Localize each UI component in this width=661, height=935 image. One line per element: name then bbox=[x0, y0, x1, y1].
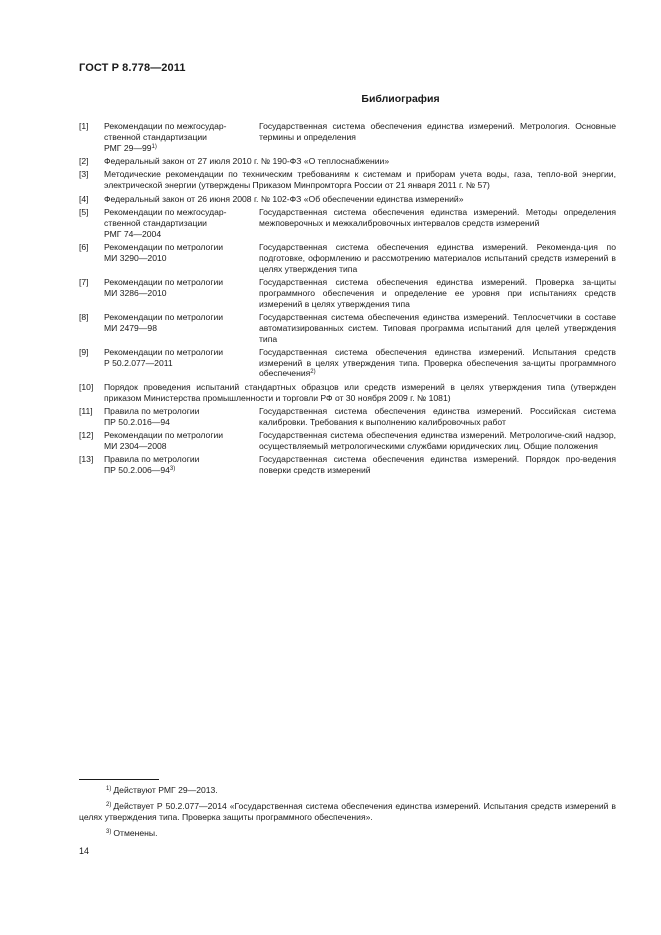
entry-title-text: Государственная система обеспечения единства измерений. Методы определения межповерочных и межкалибровочных интервалов средств измерений bbox=[259, 206, 616, 228]
footnote-marker: 3) bbox=[106, 829, 112, 835]
entry-title bbox=[259, 454, 616, 476]
entry-text: Методические рекомендации по техническим требованиям к системам и приборам учета воды, газа, тепло-вой энергии, электрической энергии (утверждены Приказом Минпромторга России от 21 января 2011 г. № 57) bbox=[104, 169, 616, 191]
entry-number: [5] bbox=[79, 206, 89, 217]
entry-number: [11] bbox=[79, 406, 93, 417]
entry-source bbox=[104, 347, 259, 379]
entry-source-text: Рекомендации по метрологии МИ 2304—2008 bbox=[104, 430, 224, 452]
entry-title-text: Государственная система обеспечения единства измерений. Испытания средств измерений в целях утверждения типа. Проверка обеспечения за-щиты программного обеспечения bbox=[259, 346, 616, 379]
bibliography-entry bbox=[79, 207, 616, 239]
entry-number: [3] bbox=[79, 169, 89, 180]
entry-title bbox=[259, 312, 616, 344]
bibliography-entry bbox=[79, 347, 616, 379]
page-number: 14 bbox=[79, 846, 90, 856]
entry-title-text: Государственная система обеспечения единства измерений. Метрология. Основные термины и определения bbox=[259, 121, 616, 142]
entry-source bbox=[104, 242, 259, 274]
footnote-text: Действует Р 50.2.077—2014 «Государственная система обеспечения единства измерений. Испытания средств измерений в целях утверждения типа. Проверка защиты программного обеспечения». bbox=[79, 801, 616, 822]
entry-number: [13] bbox=[79, 454, 94, 465]
entry-title bbox=[259, 207, 616, 239]
entry-number: [6] bbox=[79, 241, 89, 252]
entry-source bbox=[104, 406, 259, 428]
entry-title bbox=[259, 242, 616, 274]
entry-title-text: Государственная система обеспечения единства измерений. Порядок про-ведения поверки средств измерений bbox=[259, 454, 616, 476]
footnote-marker: 1) bbox=[106, 786, 112, 792]
entry-source bbox=[104, 430, 259, 452]
footnote-text: Действуют РМГ 29—2013. bbox=[113, 785, 218, 795]
entry-source-text: Рекомендации по метрологии Р 50.2.077—2011 bbox=[104, 346, 224, 368]
bibliography-entry bbox=[79, 121, 616, 153]
entry-number: [4] bbox=[79, 193, 89, 204]
footnote-marker: 2) bbox=[106, 802, 112, 808]
bibliography-entry bbox=[79, 430, 616, 452]
document-code-header: ГОСТ Р 8.778—2011 bbox=[79, 62, 186, 74]
entry-title bbox=[259, 121, 616, 153]
entry-title bbox=[259, 406, 616, 428]
entry-text: Федеральный закон от 26 июня 2008 г. № 102-ФЗ «Об обеспечении единства измерений» bbox=[104, 193, 464, 204]
entry-source-text: Рекомендации по метрологии МИ 3286—2010 bbox=[104, 276, 224, 298]
entry-title bbox=[259, 347, 616, 379]
bibliography-entry bbox=[79, 169, 616, 191]
entry-number: [2] bbox=[79, 155, 89, 166]
entry-source bbox=[104, 277, 259, 309]
entry-source bbox=[104, 121, 259, 153]
entry-title-text: Государственная система обеспечения единства измерений. Российская система калибровки. Требования к выполнению калибровочных работ bbox=[259, 406, 616, 427]
entry-number: [8] bbox=[79, 311, 89, 322]
bibliography-entry bbox=[79, 242, 616, 274]
entry-text: Федеральный закон от 27 июля 2010 г. № 190-ФЗ «О теплоснабжении» bbox=[104, 155, 390, 166]
bibliography-entry bbox=[79, 156, 616, 167]
footnote bbox=[79, 828, 616, 839]
footnote-mark: 2) bbox=[310, 369, 316, 376]
entry-title bbox=[259, 277, 616, 309]
entry-number: [7] bbox=[79, 276, 89, 287]
entry-title-text: Государственная система обеспечения единства измерений. Проверка за-щиты программного обеспечения и определение ее уровня при испытаниях средств измерений в целях утверждения типа bbox=[259, 276, 616, 309]
bibliography-entry bbox=[79, 277, 616, 309]
entry-title bbox=[259, 430, 616, 452]
footnote-text: Отменены. bbox=[113, 828, 158, 838]
footnote-mark: 1) bbox=[151, 143, 157, 150]
footnote bbox=[79, 785, 616, 796]
bibliography-entry bbox=[79, 406, 616, 428]
entry-number: [9] bbox=[79, 346, 89, 357]
entry-source bbox=[104, 312, 259, 344]
bibliography-entry bbox=[79, 454, 616, 476]
bibliography-heading: Библиография bbox=[361, 93, 440, 105]
footnote-separator bbox=[79, 779, 159, 780]
entry-source-text: Рекомендации по межгосудар- ственной стандартизации РМГ 29—99 bbox=[104, 121, 227, 153]
entry-source-text: Правила по метрологии ПР 50.2.006—94 bbox=[104, 454, 200, 476]
entry-source-text: Рекомендации по межгосудар- ственной стандартизации РМГ 74—2004 bbox=[104, 206, 227, 239]
entry-source-text: Правила по метрологии ПР 50.2.016—94 bbox=[104, 406, 200, 427]
entry-number: [12] bbox=[79, 430, 94, 441]
entry-number: [1] bbox=[79, 121, 89, 131]
entry-title-text: Государственная система обеспечения единства измерений. Теплосчетчики в составе автоматизированных систем. Типовая программа испытаний для целей утверждения типа bbox=[259, 311, 616, 344]
bibliography-entry bbox=[79, 194, 616, 205]
bibliography-list bbox=[79, 121, 616, 479]
entry-source bbox=[104, 207, 259, 239]
entry-text: Порядок проведения испытаний стандартных образцов или средств измерений в целях утверждения типа (утвержден приказом Министерства промышленности и торговли РФ от 30 ноября 2009 г. № 1081) bbox=[104, 381, 616, 403]
entry-title-text: Государственная система обеспечения единства измерений. Рекоменда-ция по подготовке, оформлению и рассмотрению материалов испытаний средств измерений в целях утверждения типа bbox=[259, 241, 616, 274]
bibliography-entry bbox=[79, 382, 616, 404]
footnote-mark: 3) bbox=[169, 466, 176, 473]
entry-source bbox=[104, 454, 259, 476]
footnote bbox=[79, 801, 616, 823]
footnotes bbox=[79, 785, 616, 844]
entry-title-text: Государственная система обеспечения единства измерений. Метрологиче-ский надзор, осуществляемый метрологическими службами юридических лиц. Общие положения bbox=[259, 430, 616, 452]
bibliography-entry bbox=[79, 312, 616, 344]
entry-source-text: Рекомендации по метрологии МИ 2479—98 bbox=[104, 311, 224, 333]
entry-source-text: Рекомендации по метрологии МИ 3290—2010 bbox=[104, 241, 224, 263]
entry-number: [10] bbox=[79, 381, 94, 392]
